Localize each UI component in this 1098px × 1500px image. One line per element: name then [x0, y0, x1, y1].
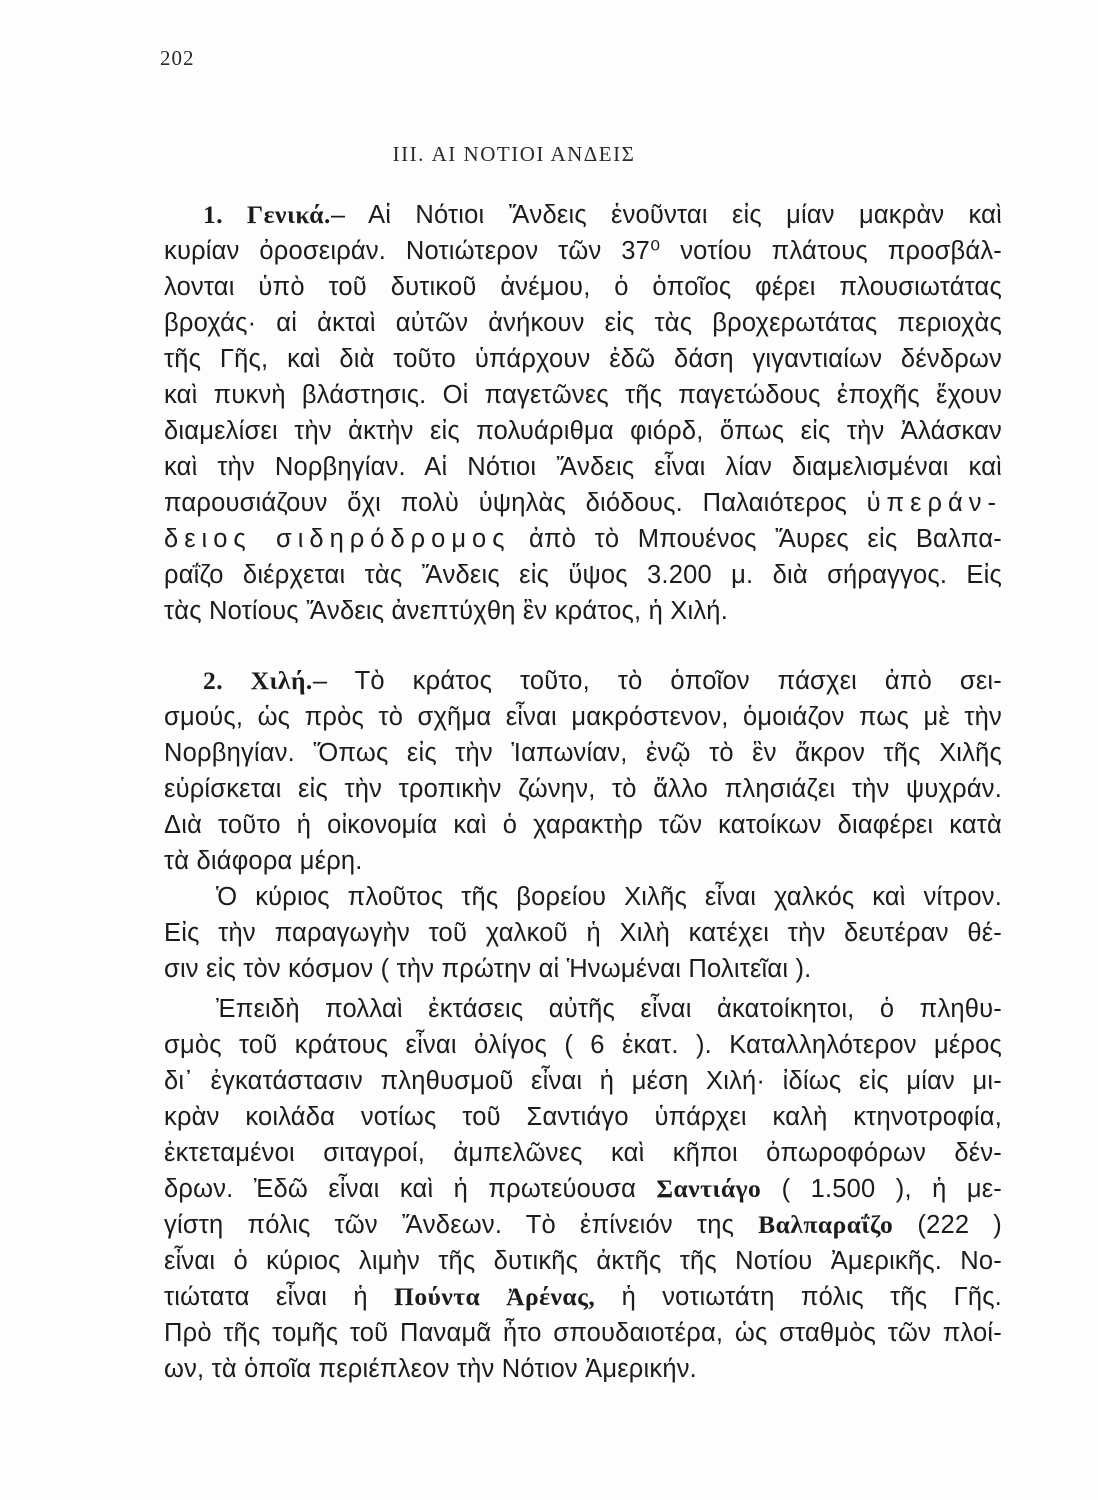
section1-line-1: 1. Γενικά.– Αἱ Νότιοι Ἄνδεις ἑνοῦνται εἰς μίαν μακρὰν καὶ: [203, 200, 1002, 229]
section1-line-2: κυρίαν ὀροσειράν. Νοτιώτερον τῶν 37⁰ νοτίου πλάτους προσβάλ-: [164, 237, 1002, 265]
spaced-word-1: ὑπεράν-: [866, 489, 1002, 517]
section2-p3-line-4: κρὰν κοιλάδα νοτίως τοῦ Σαντιάγο ὑπάρχει καλὴ κτηνοτροφία,: [164, 1103, 1002, 1131]
chapter-title: III. ΑΙ ΝΟΤΙΟΙ ΑΝΔΕΙΣ: [392, 142, 636, 166]
section1-line-10: δειος σιδηρόδρομος ἀπὸ τὸ Μπουένος Ἄυρες εἰς Βαλπα-: [164, 525, 1002, 553]
section2-line-3: Νορβηγίαν. Ὅπως εἰς τὴν Ἰαπωνίαν, ἐνῷ τὸ ἓν ἄκρον τῆς Χιλῆς: [164, 739, 1002, 767]
section2-p3-line-6: δρων. Ἐδῶ εἶναι καὶ ἡ πρωτεύουσα Σαντιάγο ( 1.500 ), ἡ με-: [164, 1174, 1002, 1203]
section2-p3-line-10: Πρὸ τῆς τομῆς τοῦ Παναμᾶ ἦτο σπουδαιοτέρα, ὡς σταθμὸς τῶν πλοί-: [164, 1319, 1002, 1347]
page-number: 202: [160, 46, 195, 70]
section1-line-4: βροχάς· αἱ ἀκταὶ αὐτῶν ἀνήκουν εἰς τὰς βροχερωτάτας περιοχὰς: [164, 309, 1002, 337]
section2-p2-line-3: σιν εἰς τὸν κόσμον ( τὴν πρώτην αἱ Ἡνωμέναι Πολιτεῖαι ).: [164, 955, 812, 983]
section2-p3-line-3: δι᾽ ἐγκατάστασιν πληθυσμοῦ εἶναι ἡ μέση Χιλή· ἰδίως εἰς μίαν μι-: [164, 1067, 1002, 1095]
section2-p3-line-11: ων, τὰ ὁποῖα περιέπλεον τὴν Νότιον Ἀμερικήν.: [164, 1355, 697, 1383]
section1-line-3: λονται ὑπὸ τοῦ δυτικοῦ ἀνέμου, ὁ ὁποῖος φέρει πλουσιωτάτας: [164, 273, 1002, 301]
section1-line-8: καὶ τὴν Νορβηγίαν. Αἱ Νότιοι Ἄνδεις εἶναι λίαν διαμελισμέναι καὶ: [164, 453, 1002, 481]
section2-p3-line-2: σμὸς τοῦ κράτους εἶναι ὀλίγος ( 6 ἑκατ. ). Καταλληλότερον μέρος: [164, 1031, 1002, 1059]
section2-p3-line-7: γίστη πόλις τῶν Ἄνδεων. Τὸ ἐπίνειόν της Βαλπαραΐζο (222 ): [164, 1210, 1002, 1239]
section2-p3-line-5: ἐκτεταμένοι σιταγροί, ἀμπελῶνες καὶ κῆποι ὀπωροφόρων δέν-: [164, 1139, 1002, 1167]
bold-valparaiso: Βαλπαραΐζο: [758, 1210, 894, 1239]
spaced-word-2: δειος σιδηρόδρομος: [164, 525, 511, 553]
section1-line-11: ραΐζο διέρχεται τὰς Ἄνδεις εἰς ὕψος 3.200 μ. διὰ σήραγγος. Εἰς: [164, 561, 1002, 589]
bold-santiago: Σαντιάγο: [656, 1174, 762, 1203]
section2-line-1: 2. Χιλή.– Τὸ κράτος τοῦτο, τὸ ὁποῖον πάσχει ἀπὸ σει-: [203, 666, 1002, 695]
section1-heading: 1. Γενικά.: [203, 200, 331, 229]
section2-p2-line-1: Ὁ κύριος πλοῦτος τῆς βορείου Χιλῆς εἶναι χαλκός καὶ νίτρον.: [216, 883, 1002, 911]
section2-p2-line-2: Εἰς τὴν παραγωγὴν τοῦ χαλκοῦ ἡ Χιλὴ κατέχει τὴν δευτέραν θέ-: [164, 919, 1002, 947]
section2-p3-line-8: εἶναι ὁ κύριος λιμὴν τῆς δυτικῆς ἀκτῆς τῆς Νοτίου Ἀμερικῆς. Νο-: [164, 1247, 1002, 1275]
section2-line-6: τὰ διάφορα μέρη.: [164, 847, 363, 875]
section1-line-7: διαμελίσει τὴν ἀκτὴν εἰς πολυάριθμα φιόρδ, ὅπως εἰς τὴν Ἀλάσκαν: [164, 417, 1002, 445]
section2-p3-line-9: τιώτατα εἶναι ἡ Πούντα Ἀρένας, ἡ νοτιωτάτη πόλις τῆς Γῆς.: [164, 1282, 1002, 1311]
section1-line-12: τὰς Νοτίους Ἄνδεις ἀνεπτύχθη ἓν κράτος, ἡ Χιλή.: [164, 597, 728, 625]
section1-line-5: τῆς Γῆς, καὶ διὰ τοῦτο ὑπάρχουν ἐδῶ δάση γιγαντιαίων δένδρων: [164, 345, 1002, 373]
section2-line-5: Διὰ τοῦτο ἡ οἰκονομία καὶ ὁ χαρακτὴρ τῶν κατοίκων διαφέρει κατὰ: [164, 811, 1002, 839]
bold-punta-arenas: Πούντα Ἀρένας,: [394, 1282, 596, 1311]
section2-p3-line-1: Ἐπειδὴ πολλαὶ ἐκτάσεις αὐτῆς εἶναι ἀκατοίκητοι, ὁ πληθυ-: [216, 995, 1002, 1023]
section2-line-2: σμούς, ὡς πρὸς τὸ σχῆμα εἶναι μακρόστενον, ὁμοιάζον πως μὲ τὴν: [164, 703, 1002, 731]
section1-line-9-full: παρουσιάζουν ὄχι πολὺ ὑψηλὰς διόδους. Παλαιότερος ὑπεράν-: [164, 486, 1002, 526]
section2-heading: 2. Χιλή.: [203, 666, 313, 695]
section2-line-4: εὑρίσκεται εἰς τὴν τροπικὴν ζώνην, τὸ ἄλλο πλησιάζει τὴν ψυχράν.: [164, 775, 1002, 803]
section1-line-6: καὶ πυκνὴ βλάστησις. Οἱ παγετῶνες τῆς παγετώδους ἐποχῆς ἔχουν: [164, 381, 1002, 409]
